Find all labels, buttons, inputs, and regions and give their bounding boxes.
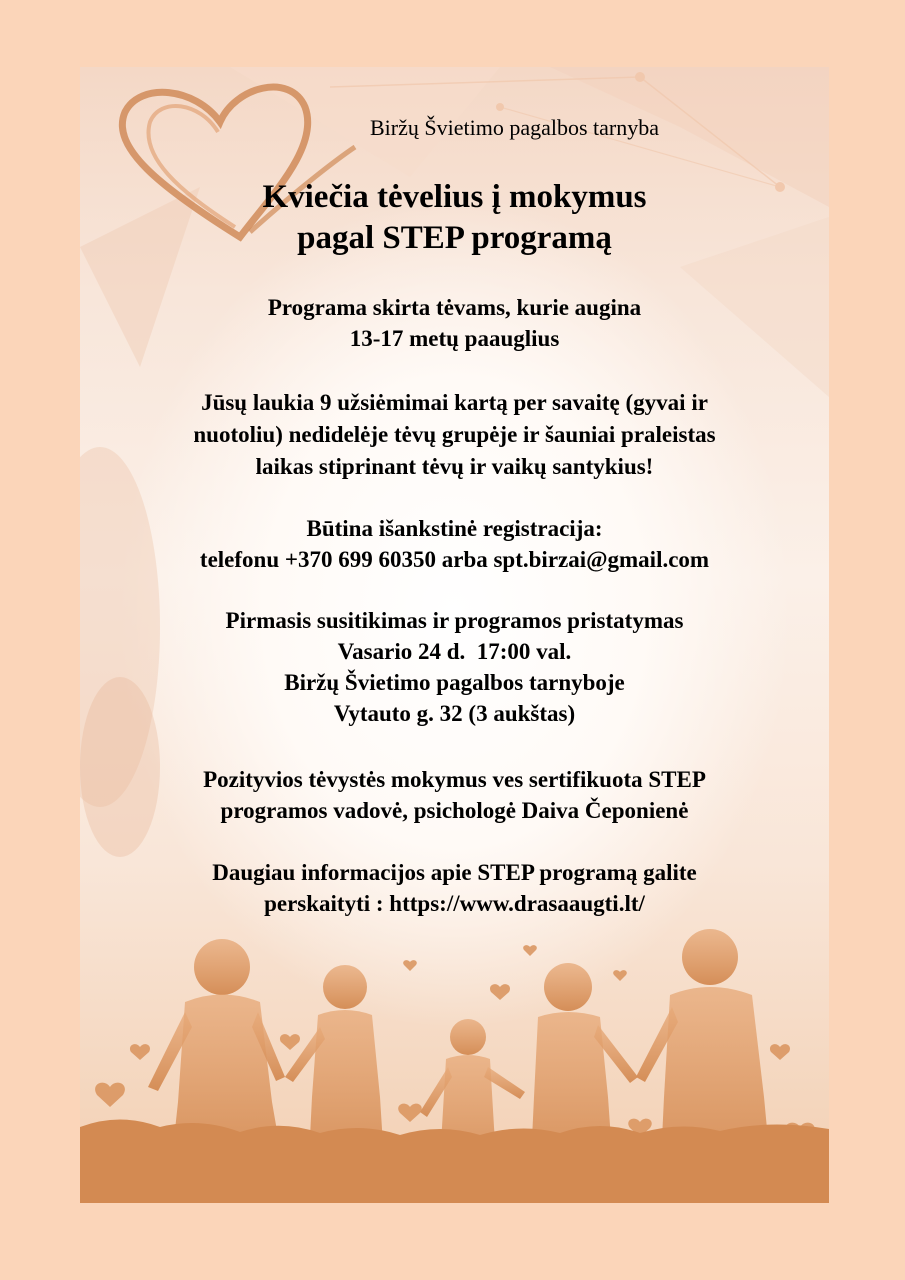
meeting-line-1: Pirmasis susitikimas ir programos pristatymas — [225, 608, 684, 633]
instructor-info — [80, 764, 829, 826]
title-line-2: pagal STEP programą — [297, 220, 612, 256]
description-line-2: nuotoliu) nedidelėje tėvų grupėje ir šauniai praleistas — [193, 422, 716, 447]
more-info — [80, 857, 829, 919]
meeting-date: Vasario 24 d. 17:00 val. — [337, 639, 572, 664]
audience-line-1: Programa skirta tėvams, kurie augina — [267, 295, 642, 320]
first-meeting-info — [80, 605, 829, 729]
meeting-address: Vytauto g. 32 (3 aukštas) — [333, 701, 576, 726]
description-line-3: laikas stiprinant tėvų ir vaikų santykius! — [255, 454, 654, 479]
family-silhouette-illustration — [80, 927, 829, 1203]
organization-name: Biržų Švietimo pagalbos tarnyba — [370, 115, 659, 140]
instructor-line-1: Pozityvios tėvystės mokymus ves sertifikuota STEP — [203, 767, 706, 792]
meeting-venue: Biržų Švietimo pagalbos tarnyboje — [284, 670, 625, 695]
title-line-1: Kviečia tėvelius į mokymus — [262, 179, 647, 215]
more-info-link: perskaityti : https://www.drasaaugti.lt/ — [264, 891, 645, 916]
registration-info — [80, 513, 829, 575]
audience-line-2: 13-17 metų paauglius — [349, 326, 560, 351]
registration-line-1: Būtina išankstinė registracija: — [306, 516, 603, 541]
more-info-line-1: Daugiau informacijos apie STEP programą galite — [212, 860, 697, 885]
poster — [80, 67, 829, 1203]
program-description — [80, 387, 829, 483]
page-title — [80, 177, 829, 259]
target-audience — [80, 292, 829, 354]
instructor-line-2: programos vadovė, psichologė Daiva Čeponienė — [220, 798, 689, 823]
registration-contact: telefonu +370 699 60350 arba spt.birzai@gmail.com — [199, 547, 710, 572]
description-line-1: Jūsų laukia 9 užsiėmimai kartą per savaitę (gyvai ir — [201, 390, 708, 415]
